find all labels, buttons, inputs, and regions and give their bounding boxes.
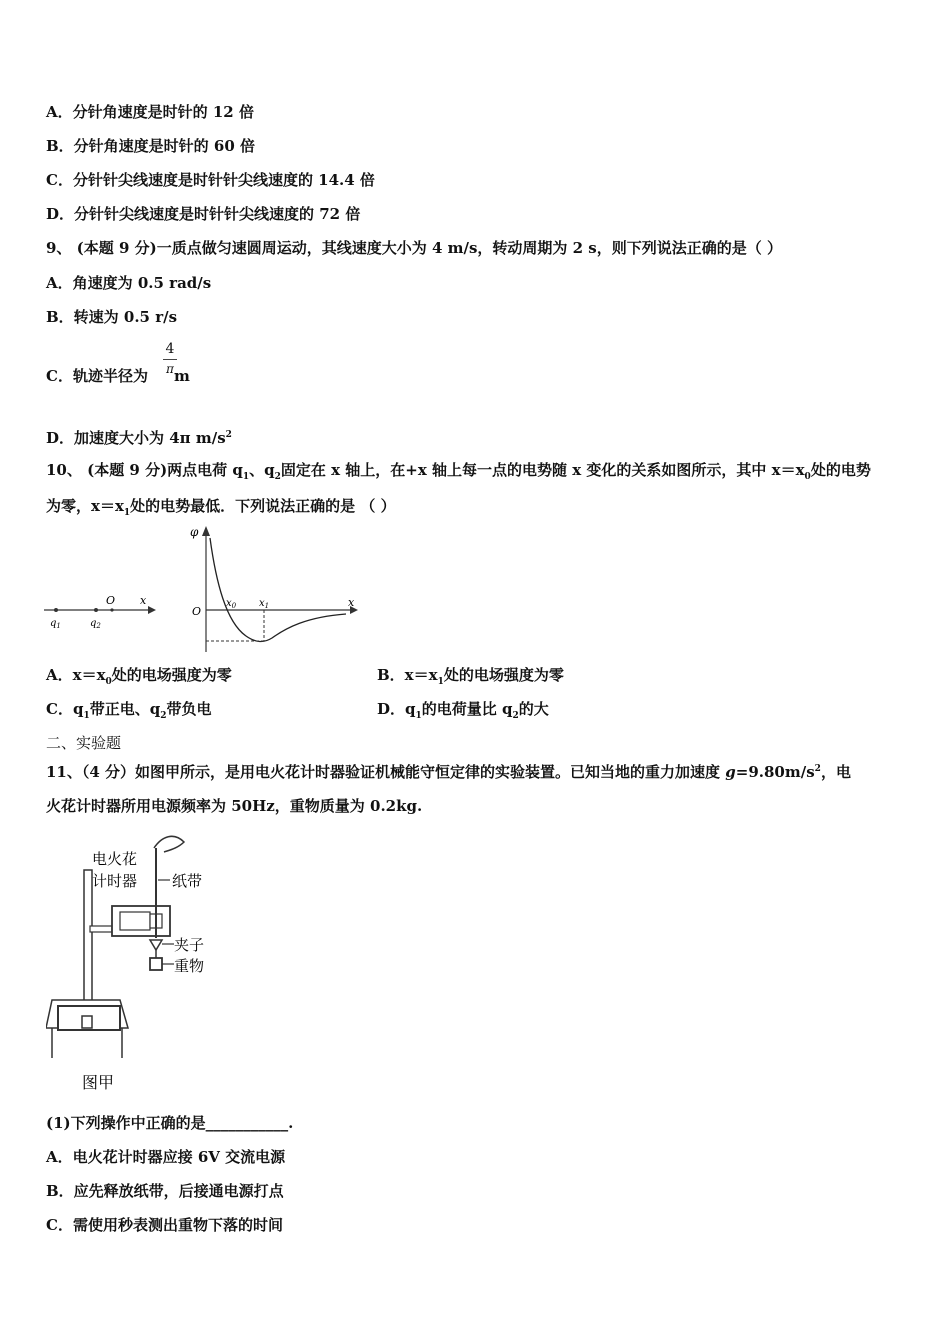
text: 为零，x＝x <box>46 497 124 515</box>
q10-stem-line1 <box>46 460 871 487</box>
text: C．q <box>46 700 84 718</box>
text: 处的电势最低．下列说法正确的是 （ ） <box>130 497 396 515</box>
q10-option-b <box>377 665 564 692</box>
text: A．x＝x <box>46 666 106 684</box>
q11-stem-line1 <box>46 759 851 782</box>
subscript: 0 <box>804 472 811 482</box>
q10-option-d <box>377 699 549 726</box>
weight <box>150 958 162 970</box>
q2-label: $q_2$ <box>90 618 101 630</box>
q9-option-d-text: D．加速度大小为 4π m/s <box>46 429 226 447</box>
text: 处的电势 <box>810 461 871 479</box>
subscript: 1 <box>415 711 422 721</box>
section-heading: 二、实验题 <box>46 734 122 752</box>
hand-icon <box>154 836 184 852</box>
subscript: 2 <box>274 472 281 482</box>
x-axis-label: x <box>140 594 147 607</box>
q9-option-a: A．角速度为 0.5 rad/s <box>46 274 212 292</box>
text: 11、（4 分）如图甲所示，是用电火花计时器验证机械能守恒定律的实验装置。已知当地的重力加速度 <box>46 763 726 781</box>
q11-option-a: A．电火花计时器应接 6V 交流电源 <box>46 1148 286 1166</box>
subscript: 1 <box>437 677 444 687</box>
origin-label: O <box>106 594 116 607</box>
charge-q2-dot <box>94 608 98 612</box>
q11-stem-line2: 火花计时器所用电源频率为 50Hz，重物质量为 0.2kg. <box>46 797 423 815</box>
q8-option-c: C．分针针尖线速度是时针针尖线速度的 14.4 倍 <box>46 171 375 189</box>
q10-option-a <box>46 665 232 692</box>
text: 的大 <box>518 700 549 718</box>
superscript: 2 <box>225 430 232 440</box>
tape-label: 纸带 <box>172 872 203 890</box>
origin-dot <box>110 608 113 611</box>
apparatus-figure <box>46 830 226 1096</box>
potential-graph <box>186 522 366 656</box>
q9-option-b: B．转速为 0.5 r/s <box>46 308 178 326</box>
q1-label: $q_1$ <box>50 618 61 630</box>
charge-q1-dot <box>54 608 58 612</box>
text: 处的电场强度为零 <box>443 666 564 684</box>
text: 带正电、q <box>89 700 161 718</box>
text: 带负电 <box>166 700 212 718</box>
q10-option-c <box>46 699 211 726</box>
subscript: 1 <box>83 711 90 721</box>
fraction-denominator: π <box>166 362 174 376</box>
text: D．q <box>377 700 416 718</box>
q8-option-b: B．分针角速度是时针的 60 倍 <box>46 137 255 155</box>
x-axis-label: x <box>348 596 355 609</box>
subscript: 2 <box>512 711 519 721</box>
superscript: 2 <box>814 764 821 774</box>
clip <box>150 940 162 950</box>
text: 、q <box>249 461 275 479</box>
text: ，电 <box>820 763 851 781</box>
q11-option-c: C．需使用秒表测出重物下落的时间 <box>46 1216 283 1234</box>
phi-label: φ <box>190 525 199 539</box>
text: 的电荷量比 q <box>421 700 513 718</box>
q9-option-c-prefix: C．轨迹半径为 <box>46 367 148 385</box>
x0-label: $x_0$ <box>226 598 237 610</box>
q9-radius-fraction <box>160 340 180 377</box>
clip-label: 夹子 <box>174 936 205 954</box>
subscript: 0 <box>105 677 112 687</box>
g-symbol: g <box>725 763 736 781</box>
subscript: 1 <box>242 472 250 482</box>
fraction-numerator: 4 <box>165 341 175 357</box>
q9-stem: 9、 (本题 9 分)一质点做匀速圆周运动，其线速度大小为 4 m/s，转动周期为 2 s，则下列说法正确的是（ ） <box>46 239 782 257</box>
weight-label: 重物 <box>174 957 205 975</box>
text: 固定在 x 轴上，在+x 轴上每一点的电势随 x 变化的关系如图所示，其中 x＝x <box>280 461 805 479</box>
timer-label-line2: 计时器 <box>92 872 138 890</box>
x1-label: $x_1$ <box>259 598 270 610</box>
timer-face <box>120 912 150 930</box>
text: B．x＝x <box>377 666 438 684</box>
q11-option-b: B．应先释放纸带，后接通电源打点 <box>46 1182 284 1200</box>
q11-sub1-stem: (1)下列操作中正确的是___________. <box>46 1114 294 1132</box>
origin-label: O <box>192 605 202 618</box>
q10-stem-line2 <box>46 496 396 523</box>
q9-option-d <box>46 425 232 448</box>
clamp-arm <box>90 926 112 932</box>
text: 10、 (本题 9 分)两点电荷 q <box>46 461 243 479</box>
timer-label-line1: 电火花 <box>92 850 138 868</box>
text: =9.80m/s <box>735 763 815 781</box>
q8-option-a: A．分针角速度是时针的 12 倍 <box>46 103 254 121</box>
potential-curve <box>210 538 346 642</box>
charge-axis-figure <box>40 590 160 630</box>
text: 处的电场强度为零 <box>111 666 232 684</box>
subscript: 1 <box>123 508 131 518</box>
q8-option-d: D．分针针尖线速度是时针针尖线速度的 72 倍 <box>46 205 361 223</box>
base-clamp <box>82 1016 92 1028</box>
q9-option-c-unit: m <box>173 367 190 385</box>
figure-caption: 图甲 <box>82 1073 115 1092</box>
arrow-icon <box>148 606 156 614</box>
subscript: 2 <box>160 711 167 721</box>
arrow-icon <box>202 526 210 536</box>
